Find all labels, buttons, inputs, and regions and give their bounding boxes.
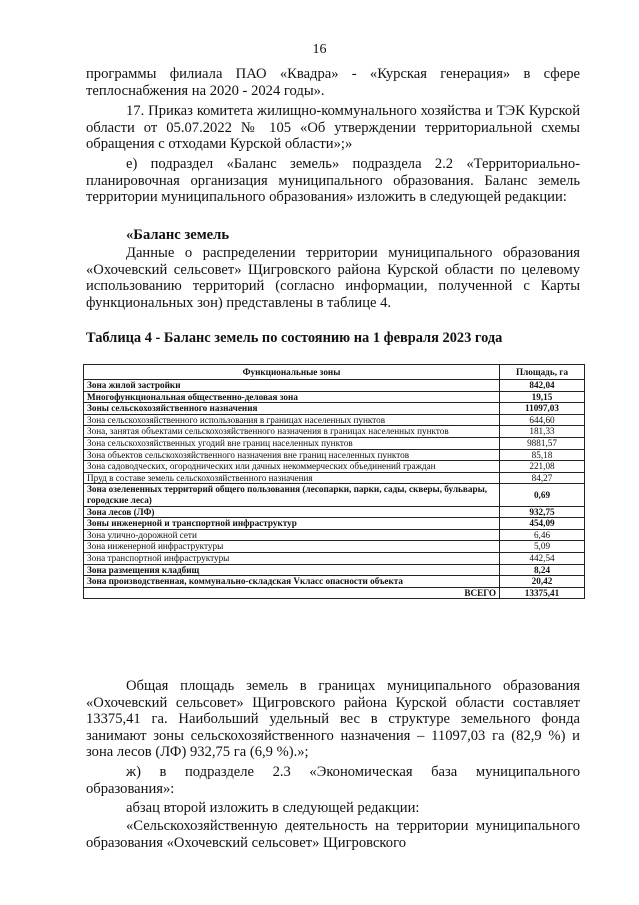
- area-value-cell: 20,42: [500, 576, 585, 588]
- zone-name-cell: Зона сельскохозяйственных угодий вне границ населенных пунктов: [84, 437, 500, 449]
- table-total-row: [84, 587, 585, 599]
- table-row: [84, 414, 585, 426]
- paragraph-agri-activity: «Сельскохозяйственную деятельность на территории муниципального образования «Охочевский сельсовет» Щигровского: [86, 818, 580, 851]
- table-row: [84, 461, 585, 473]
- zone-name-cell: Зона сельскохозяйственного использования в границах населенных пунктов: [84, 414, 500, 426]
- table-header-row: [84, 365, 585, 380]
- area-value-cell: 9881,57: [500, 437, 585, 449]
- table-row: [84, 552, 585, 564]
- zone-name-cell: Зона размещения кладбищ: [84, 564, 500, 576]
- zone-name-cell: Пруд в составе земель сельскохозяйственного назначения: [84, 472, 500, 484]
- zone-name-cell: Зона, занятая объектами сельскохозяйственного назначения в границах населенных пунктов: [84, 426, 500, 438]
- table-row: [84, 518, 585, 530]
- area-value-cell: 932,75: [500, 506, 585, 518]
- table-row: [84, 426, 585, 438]
- area-value-cell: 5,09: [500, 541, 585, 553]
- table-row: [84, 484, 585, 506]
- total-label-cell: ВСЕГО: [84, 587, 500, 599]
- paragraph-heat-program: программы филиала ПАО «Квадра» - «Курская генерация» в сфере теплоснабжения на 2020 - 2024 годы».: [86, 66, 580, 99]
- paragraph-subsection-zh: ж) в подразделе 2.3 «Экономическая база муниципального образования»:: [86, 764, 580, 797]
- area-value-cell: 84,27: [500, 472, 585, 484]
- area-value-cell: 181,33: [500, 426, 585, 438]
- table-row: [84, 564, 585, 576]
- page-number: 16: [312, 42, 327, 57]
- header-area: Площадь, га: [500, 365, 585, 380]
- area-value-cell: 11097,03: [500, 403, 585, 415]
- area-value-cell: 0,69: [500, 484, 585, 506]
- area-value-cell: 19,15: [500, 391, 585, 403]
- paragraph-land-distribution: Данные о распределении территории муниципального образования «Охочевский сельсовет» Щигровского района Курской области по целевому использованию территорий (согласно информации, полученной с Карты функциональных зон) представлены в таблице 4.: [86, 245, 580, 311]
- zone-name-cell: Зона инженерной инфраструктуры: [84, 541, 500, 553]
- area-value-cell: 842,04: [500, 380, 585, 392]
- area-value-cell: 8,24: [500, 564, 585, 576]
- table-title: Таблица 4 - Баланс земель по состоянию на 1 февраля 2023 года: [86, 330, 503, 346]
- zone-name-cell: Зона производственная, коммунально-складская Vкласс опасности объекта: [84, 576, 500, 588]
- paragraph-subsection-e: е) подраздел «Баланс земель» подраздела 2.2 «Территориально-планировочная организация муниципального образования. Баланс земель территории муниципального образования» изложить в следующей редакции:: [86, 156, 580, 205]
- table-row: [84, 437, 585, 449]
- table-row: [84, 472, 585, 484]
- table-row: [84, 380, 585, 392]
- land-balance-table: [83, 364, 585, 599]
- zone-name-cell: Многофункциональная общественно-деловая зона: [84, 391, 500, 403]
- paragraph-total-area: Общая площадь земель в границах муниципального образования «Охочевский сельсовет» Щигровского района Курской области составляет 13375,41 га. Наибольший удельный вес в структуре земельного фонда занимают зоны сельскохозяйственного назначения – 11097,03 га (82,9 %) и зона лесов (ЛФ) 932,75 га (6,9 %).»;: [86, 678, 580, 760]
- table-row: [84, 449, 585, 461]
- table-row: [84, 576, 585, 588]
- zone-name-cell: Зона озелененных территорий общего пользования (лесопарки, парки, сады, скверы, бульвары, городские леса): [84, 484, 500, 506]
- zone-name-cell: Зоны инженерной и транспортной инфраструктур: [84, 518, 500, 530]
- header-zones: Функциональные зоны: [84, 365, 500, 380]
- area-value-cell: 6,46: [500, 529, 585, 541]
- zone-name-cell: Зона лесов (ЛФ): [84, 506, 500, 518]
- zone-name-cell: Зона объектов сельскохозяйственного назначения вне границ населенных пунктов: [84, 449, 500, 461]
- paragraph-second-abzac: абзац второй изложить в следующей редакции:: [126, 800, 420, 816]
- total-value-cell: 13375,41: [500, 587, 585, 599]
- zone-name-cell: Зона жилой застройки: [84, 380, 500, 392]
- zone-name-cell: Зона улично-дорожной сети: [84, 529, 500, 541]
- zone-name-cell: Зоны сельскохозяйственного назначения: [84, 403, 500, 415]
- table-row: [84, 541, 585, 553]
- area-value-cell: 221,08: [500, 461, 585, 473]
- table-row: [84, 529, 585, 541]
- area-value-cell: 454,09: [500, 518, 585, 530]
- area-value-cell: 85,18: [500, 449, 585, 461]
- table-row: [84, 391, 585, 403]
- table-body: [84, 380, 585, 599]
- zone-name-cell: Зона транспортной инфраструктуры: [84, 552, 500, 564]
- area-value-cell: 442,54: [500, 552, 585, 564]
- zone-name-cell: Зона садоводческих, огороднических или дачных некоммерческих объединений граждан: [84, 461, 500, 473]
- paragraph-order-17: 17. Приказ комитета жилищно-коммунального хозяйства и ТЭК Курской области от 05.07.2022 № 105 «Об утверждении территориальной схемы обращения с отходами Курской области»;»: [86, 103, 580, 152]
- table-row: [84, 506, 585, 518]
- section-heading-land-balance: «Баланс земель: [126, 227, 230, 243]
- table-row: [84, 403, 585, 415]
- area-value-cell: 644,60: [500, 414, 585, 426]
